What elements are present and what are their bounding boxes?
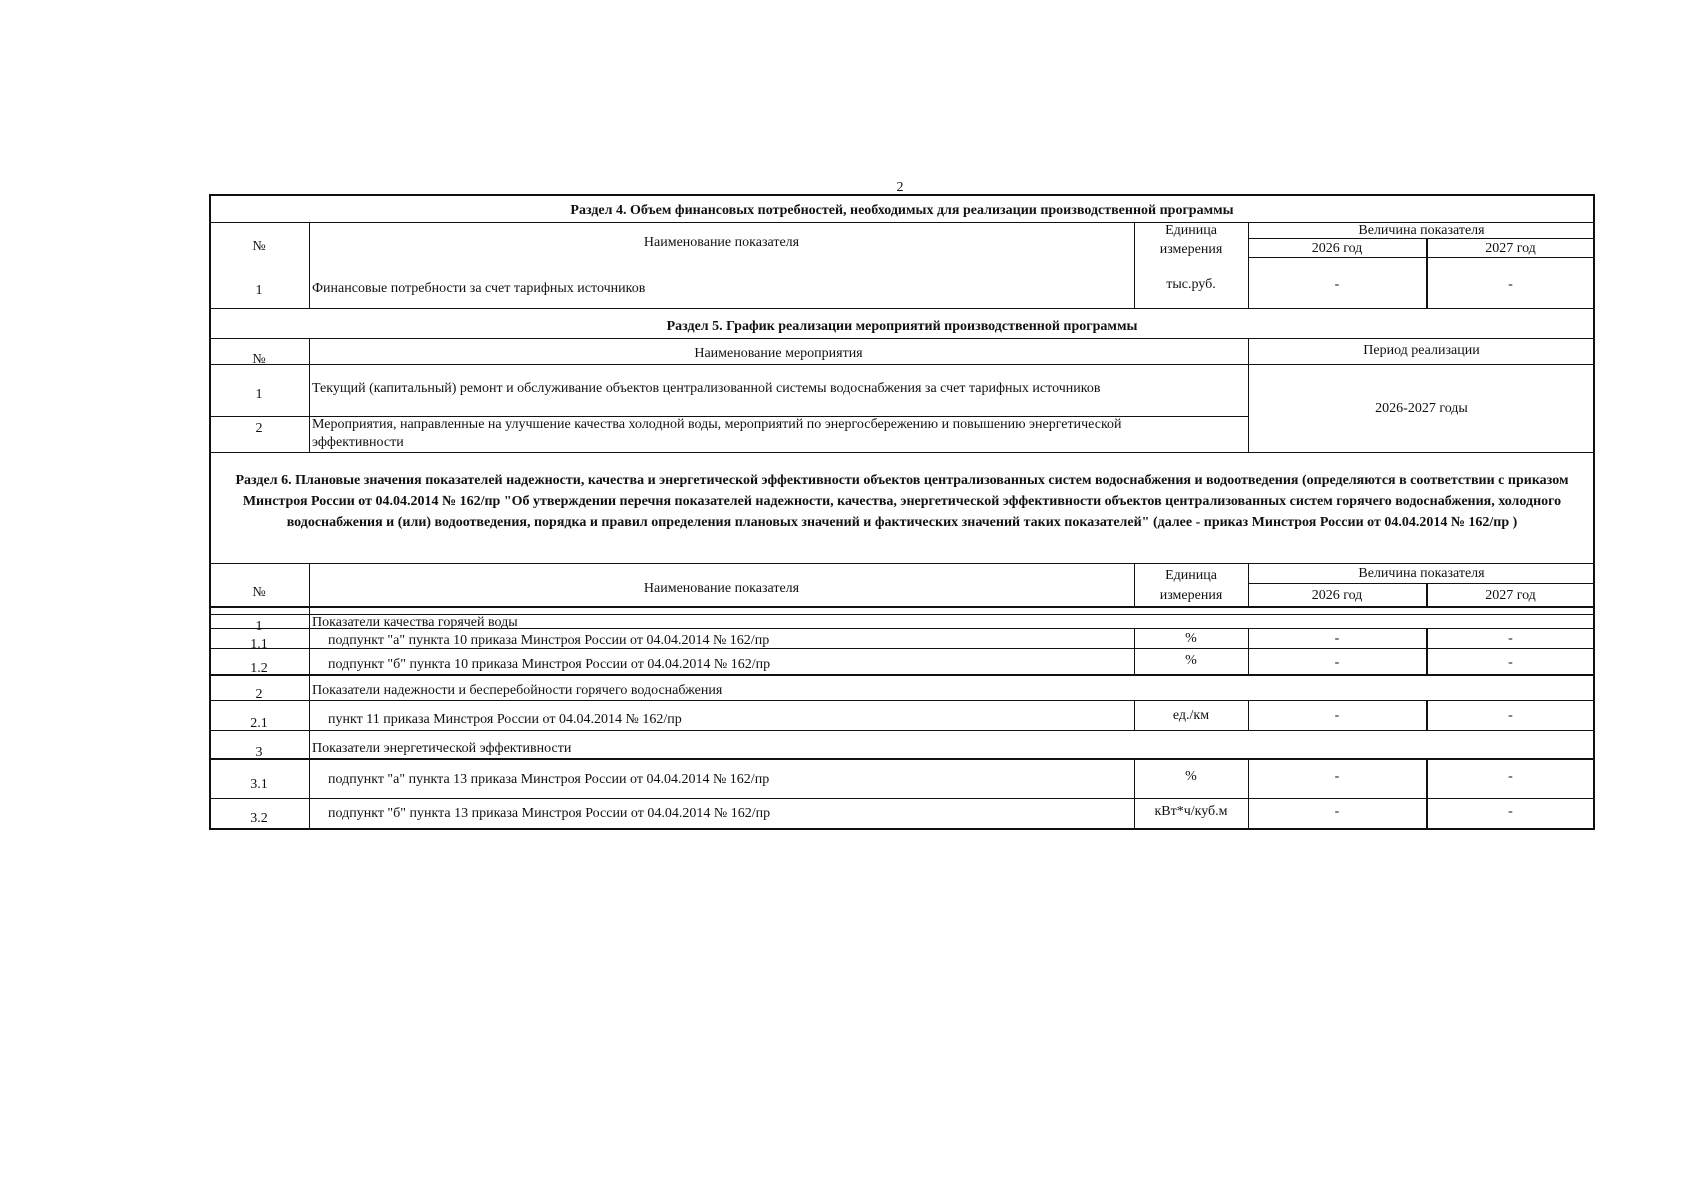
s6-row-name: подпункт "б" пункта 10 приказа Минстроя России от 04.04.2014 № 162/пр	[328, 657, 771, 672]
section6-title: Раздел 6. Плановые значения показателей надежности, качества и энергетической эффективности объектов централизованных систем водоснабжения и водоотведения (определяются в соответствии с приказом Минстроя России от 04.04.2014 № 162/пр "Об утверждении перечня показателей надежности, качества, энергетической эффективности объектов централизованных систем горячего водоснабжения, холодного водоснабжения и (или) водоотведения, порядка и правил определения плановых значений и фактических значений таких показателей" (далее - приказ Минстроя России от 04.04.2014 № 162/пр )	[235, 473, 1569, 530]
s6-row-value-2027: -	[1508, 804, 1513, 819]
s5-header-name: Наименование мероприятия	[694, 346, 863, 361]
s5-row2-name-line1: Мероприятия, направленные на улучшение качества холодной воды, мероприятий по энергосбережению и повышению энергетической	[312, 417, 1122, 432]
s6-row-value-2026: -	[1334, 769, 1340, 784]
s4-header-unit-line1: Единица	[1165, 223, 1217, 238]
s6-row-unit: ед./км	[1172, 708, 1210, 723]
s6-row-num: 2.1	[250, 716, 268, 731]
s4-row1-value-2026: -	[1334, 277, 1340, 292]
s6-row-num: 1.1	[250, 637, 268, 652]
s6-header-unit-line2: измерения	[1159, 588, 1223, 603]
s6-row-name: Показатели надежности и бесперебойности горячего водоснабжения	[312, 683, 723, 698]
s6-row-name: пункт 11 приказа Минстроя России от 04.04.2014 № 162/пр	[328, 712, 682, 727]
s6-row-name: Показатели качества горячей воды	[312, 615, 518, 630]
s6-row-unit: %	[1185, 631, 1197, 646]
s4-header-name: Наименование показателя	[643, 235, 800, 250]
section4-title: Раздел 4. Объем финансовых потребностей, необходимых для реализации производственной программы	[570, 203, 1234, 218]
s6-row-name: подпункт "б" пункта 13 приказа Минстроя России от 04.04.2014 № 162/пр	[328, 806, 771, 821]
s6-row-name: подпункт "а" пункта 10 приказа Минстроя России от 04.04.2014 № 162/пр	[328, 633, 770, 648]
s6-header-year-2027: 2027 год	[1485, 588, 1536, 603]
s5-period-value: 2026-2027 годы	[1375, 401, 1468, 416]
s6-row-value-2026: -	[1334, 631, 1340, 646]
s5-row1-num: 1	[255, 387, 263, 402]
s6-row-value-2027: -	[1508, 655, 1513, 670]
s6-header-unit-line1: Единица	[1165, 568, 1217, 583]
s6-header-year-2026: 2026 год	[1311, 588, 1363, 603]
s4-row1-unit: тыс.руб.	[1166, 277, 1216, 292]
s4-header-year-2027: 2027 год	[1485, 241, 1536, 256]
s6-row-unit: кВт*ч/куб.м	[1154, 804, 1228, 819]
section5-title: Раздел 5. График реализации мероприятий производственной программы	[666, 319, 1138, 334]
s5-header-num: №	[252, 352, 266, 367]
s4-row1-value-2027: -	[1508, 277, 1513, 292]
s5-row2-name-line2: эффективности	[312, 435, 404, 450]
s6-row-value-2027: -	[1508, 708, 1513, 723]
s6-row-value-2027: -	[1508, 769, 1513, 784]
s6-row-num: 3.2	[250, 811, 268, 826]
s6-row-value-2026: -	[1334, 708, 1340, 723]
s4-header-unit-line2: измерения	[1159, 242, 1223, 257]
s6-header-num: №	[252, 585, 266, 600]
s6-header-name: Наименование показателя	[643, 581, 800, 596]
s6-row-num: 3.1	[250, 777, 268, 792]
s6-header-value: Величина показателя	[1358, 566, 1485, 581]
s4-header-num: №	[252, 239, 266, 254]
page-number: 2	[896, 180, 904, 195]
s5-row1-name: Текущий (капитальный) ремонт и обслуживание объектов централизованной системы водоснабжения за счет тарифных источников	[312, 381, 1101, 396]
s6-row-value-2026: -	[1334, 655, 1340, 670]
s4-row1-name: Финансовые потребности за счет тарифных источников	[312, 281, 646, 296]
s4-header-value: Величина показателя	[1358, 223, 1485, 238]
s6-row-value-2026: -	[1334, 804, 1340, 819]
s6-row-num: 2	[255, 687, 263, 702]
s4-row1-num: 1	[255, 283, 263, 298]
s6-row-value-2027: -	[1508, 631, 1513, 646]
s6-row-num: 1.2	[250, 661, 268, 676]
s6-row-name: подпункт "а" пункта 13 приказа Минстроя России от 04.04.2014 № 162/пр	[328, 772, 770, 787]
s4-header-year-2026: 2026 год	[1311, 241, 1363, 256]
s6-row-name: Показатели энергетической эффективности	[312, 741, 572, 756]
s6-row-unit: %	[1185, 769, 1197, 784]
s6-row-num: 3	[255, 745, 263, 760]
s5-header-period: Период реализации	[1363, 343, 1480, 358]
s5-row2-num: 2	[255, 421, 263, 436]
s6-row-num: 1	[255, 619, 263, 634]
s6-row-unit: %	[1185, 653, 1197, 668]
